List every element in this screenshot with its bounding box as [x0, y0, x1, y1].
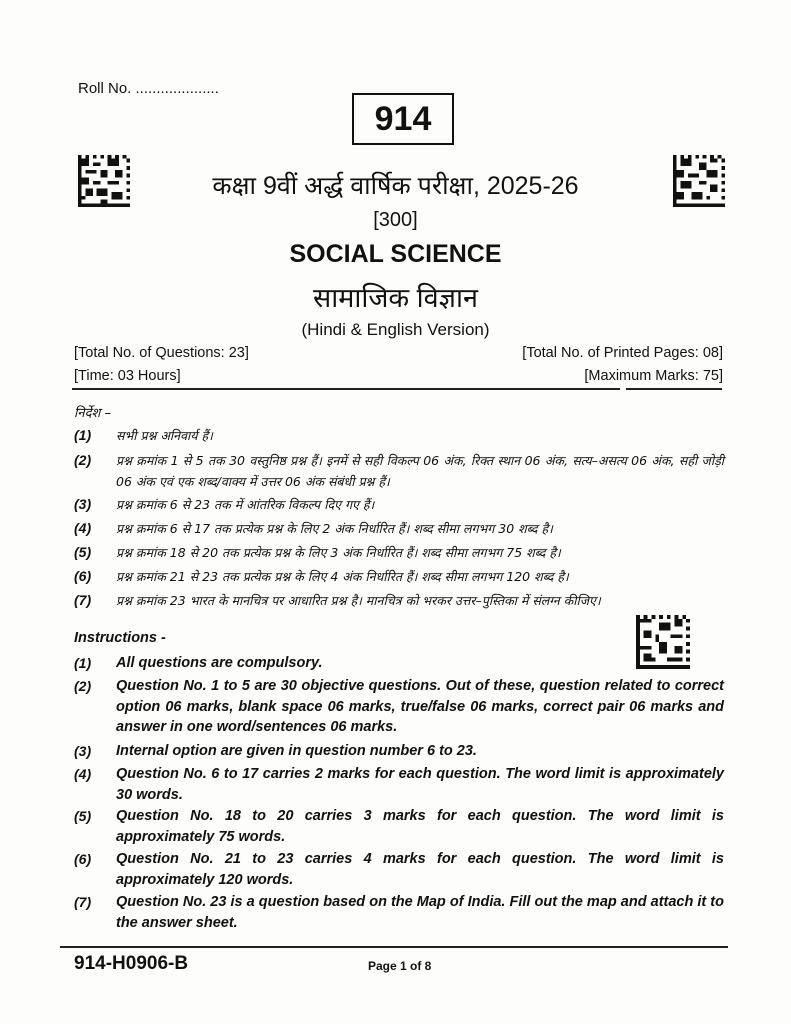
subject-title-english: SOCIAL SCIENCE [289, 240, 502, 268]
english-instruction-item [74, 653, 724, 674]
total-questions: [Total No. of Questions: 23] [74, 345, 249, 361]
hindi-instruction-item [74, 425, 724, 446]
item-number: (7) [74, 592, 92, 608]
hindi-instruction-item [74, 566, 724, 587]
version-label: (Hindi & English Version) [301, 320, 490, 339]
item-text: प्रश्न क्रमांक 23 भारत के मानचित्र पर आधारित प्रश्न है। मानचित्र को भरकर उत्तर–पुस्तिका में संलग्न कीजिए। [116, 593, 601, 608]
exam-time: [Time: 03 Hours] [74, 368, 181, 384]
footer-paper-id: 914-H0906-B [74, 953, 189, 974]
item-number: (2) [74, 678, 92, 694]
item-text: सभी प्रश्न अनिवार्य हैं। [116, 428, 213, 443]
hindi-instruction-item [74, 542, 724, 563]
english-instruction-item [74, 849, 724, 890]
subject-code: [300] [373, 209, 418, 231]
item-number: (4) [74, 766, 92, 782]
item-number: (3) [74, 743, 92, 759]
item-number: (2) [74, 452, 92, 468]
footer-page-number: Page 1 of 8 [368, 959, 432, 973]
hindi-instruction-item [74, 590, 724, 611]
item-text: प्रश्न क्रमांक 6 से 17 तक प्रत्येक प्रश्न के लिए 2 अंक निर्धारित हैं। शब्द सीमा लगभग 30 शब्द है। [116, 521, 553, 536]
item-text: प्रश्न क्रमांक 18 से 20 तक प्रत्येक प्रश्न के लिए 3 अंक निर्धारित हैं। शब्द सीमा लगभग 75 शब्द है। [116, 545, 561, 560]
english-instruction-item [74, 806, 724, 847]
item-number: (4) [74, 520, 92, 536]
item-number: (1) [74, 427, 92, 443]
roll-number-field: Roll No. .................... [78, 80, 219, 97]
item-text: Internal option are given in question number 6 to 23. [116, 743, 477, 759]
item-text: Question No. 6 to 17 carries 2 marks for each question. The word limit is approximately 30 words. [116, 766, 724, 803]
english-instruction-item [74, 741, 724, 762]
item-text: Question No. 18 to 20 carries 3 marks for each question. The word limit is approximately 75 words. [116, 808, 724, 845]
subject-title-hindi: सामाजिक विज्ञान [313, 283, 478, 313]
english-instruction-item [74, 676, 724, 738]
item-number: (5) [74, 544, 92, 560]
maximum-marks: [Maximum Marks: 75] [584, 368, 723, 384]
item-text: All questions are compulsory. [116, 655, 323, 671]
hindi-instructions-heading: निर्देश – [74, 406, 111, 421]
item-number: (6) [74, 851, 92, 867]
english-instruction-item [74, 892, 724, 933]
item-text: प्रश्न क्रमांक 6 से 23 तक में आंतरिक विकल्प दिए गए हैं। [116, 497, 375, 512]
item-text: Question No. 23 is a question based on the Map of India. Fill out the map and attach it to the answer sheet. [116, 894, 724, 931]
english-instructions-heading: Instructions - [74, 630, 166, 646]
item-number: (3) [74, 496, 92, 512]
english-instruction-item [74, 764, 724, 805]
hindi-instruction-item [74, 494, 724, 515]
header-divider [72, 388, 620, 390]
hindi-instruction-item [74, 518, 724, 539]
item-text: Question No. 21 to 23 carries 4 marks for each question. The word limit is approximately 120 words. [116, 851, 724, 888]
item-text: प्रश्न क्रमांक 1 से 5 तक 30 वस्तुनिष्ठ प्रश्न हैं। इनमें से सही विकल्प 06 अंक, रिक्त स्थान 06 अंक, सत्य–असत्य 06 अंक, सही जोड़ी 06 अंक एवं एक शब्द/वाक्य में उत्तर 06 अंक संबंधी प्रश्न हैं। [116, 453, 724, 489]
item-number: (6) [74, 568, 92, 584]
exam-title: कक्षा 9वीं अर्द्ध वार्षिक परीक्षा, 2025-26 [212, 172, 579, 200]
item-number: (1) [74, 655, 92, 671]
item-number: (5) [74, 808, 92, 824]
item-text: Question No. 1 to 5 are 30 objective questions. Out of these, question related to correct option 06 marks, blank space 06 marks, true/false 06 marks, correct pair 06 marks and answer in one word/sentences 06 marks. [116, 678, 724, 735]
printed-pages: [Total No. of Printed Pages: 08] [522, 345, 723, 361]
item-number: (7) [74, 894, 92, 910]
paper-code-box: 914 [352, 93, 454, 145]
footer-divider [60, 946, 728, 948]
hindi-instruction-item [74, 450, 724, 492]
header-divider-right [626, 388, 722, 390]
item-text: प्रश्न क्रमांक 21 से 23 तक प्रत्येक प्रश्न के लिए 4 अंक निर्धारित हैं। शब्द सीमा लगभग 120 शब्द है। [116, 569, 569, 584]
